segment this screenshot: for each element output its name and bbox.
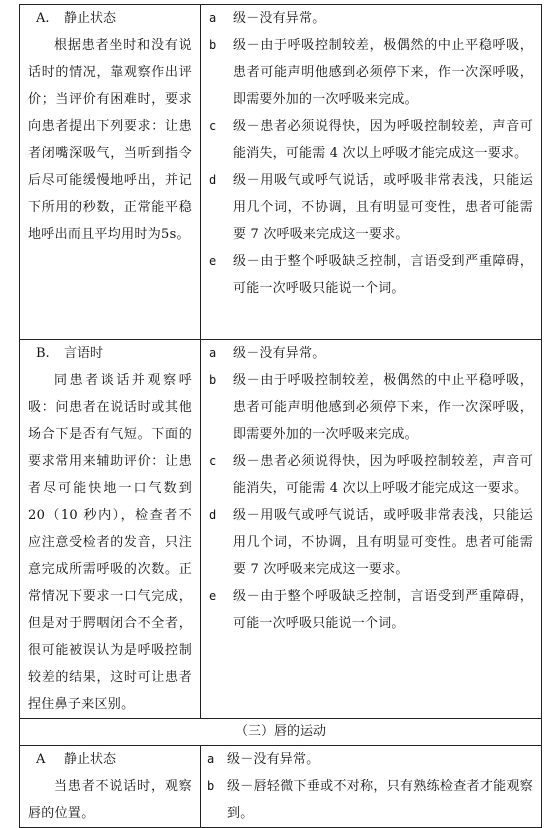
grade-text: 级－由于整个呼吸缺乏控制，言语受到严重障碍，可能一次呼吸只能说一个词。 [233, 254, 533, 296]
grade-text: 级－由于呼吸控制较差，极偶然的中止平稳呼吸，患者可能声明他感到必须停下来，作一次深呼吸，即需要外加的一次呼吸来完成。 [233, 373, 533, 442]
lip-section-body: 当患者不说话时，观察唇的位置。 [28, 779, 192, 821]
grade-item [209, 340, 533, 367]
table-row [20, 340, 542, 719]
grade-text: 级－没有异常。 [233, 11, 326, 26]
grade-item [209, 32, 533, 113]
lip-section-letter: A [36, 752, 46, 767]
grade-key: a [209, 346, 217, 360]
grade-item [209, 367, 533, 448]
section-a-letter: A. [36, 11, 50, 26]
section-b-letter: B. [36, 346, 50, 361]
section-b-heading [28, 340, 192, 367]
grade-key: a [207, 752, 215, 766]
part-title: （三）唇的运动 [20, 719, 542, 746]
grade-text: 级－由于整个呼吸缺乏控制，言语受到严重障碍，可能一次呼吸只能说一个词。 [233, 589, 533, 631]
grade-item [209, 583, 533, 637]
table-row [20, 5, 542, 340]
section-b-body: 同患者谈话并观察呼吸：问患者在说话时或其他场合下是否有气短。下面的要求常用来辅助评价：让患者尽可能快地一口气数到 20（10 秒内），检查者不应注意受检者的发音，只注意完成所需呼吸的次数。正常情况下要求一口气完成，但是对于腭咽闭合不全者，很可能被误认为是呼吸控制较差的结果，这时可让患者捏住鼻子来区别。 [28, 373, 192, 712]
section-b-grades-cell [201, 340, 542, 719]
grade-item [209, 5, 533, 32]
section-a-heading [28, 5, 192, 32]
assessment-table [19, 4, 542, 828]
grade-item [209, 113, 533, 167]
lip-section-heading [28, 746, 192, 773]
grade-text: 级－患者必须说得快，因为呼吸控制较差，声音可能消失，可能需 4 次以上呼吸才能完成这一要求。 [233, 119, 533, 161]
grade-item [207, 773, 533, 827]
section-a-description-cell [20, 5, 201, 340]
grade-key: a [209, 11, 217, 25]
grade-item [207, 746, 533, 773]
grade-text: 级－没有异常。 [227, 752, 320, 767]
table-row [20, 719, 542, 746]
grade-text: 级－患者必须说得快，因为呼吸控制较差，声音可能消失，可能需 4 次以上呼吸才能完成这一要求。 [233, 454, 533, 496]
grade-key: c [209, 119, 217, 133]
grade-item [209, 167, 533, 248]
grade-key: e [209, 254, 217, 268]
grade-key: c [209, 454, 217, 468]
grade-text: 级－没有异常。 [233, 346, 326, 361]
grade-key: b [209, 38, 217, 52]
grade-key: b [207, 779, 215, 793]
lip-section-description-cell [20, 746, 201, 828]
grade-key: d [209, 173, 217, 187]
grade-item [209, 448, 533, 502]
section-a-grades-cell [201, 5, 542, 340]
lip-section-title: 静止状态 [64, 752, 117, 767]
grade-item [209, 248, 533, 302]
grade-key: e [209, 589, 217, 603]
section-a-body: 根据患者坐时和没有说话时的情况，靠观察作出评价；当评价有困难时，要求向患者提出下列要求：让患者闭嘴深吸气，当听到指令后尽可能缓慢地呼出，并记下所用的秒数，正常能平稳地呼出而且平均用时为5s。 [28, 38, 192, 242]
lip-section-grades-cell [201, 746, 542, 828]
grade-text: 级－用吸气或呼气说话，或呼吸非常表浅，只能运用几个词，不协调，且有明显可变性，患者可能需要 7 次呼吸来完成这一要求。 [233, 173, 533, 242]
section-b-description-cell [20, 340, 201, 719]
section-b-title: 言语时 [64, 346, 104, 361]
table-row [20, 746, 542, 828]
grade-text: 级－由于呼吸控制较差，极偶然的中止平稳呼吸，患者可能声明他感到必须停下来，作一次深呼吸，即需要外加的一次呼吸来完成。 [233, 38, 533, 107]
grade-item [209, 502, 533, 583]
grade-key: d [209, 508, 217, 522]
grade-key: b [209, 373, 217, 387]
section-a-title: 静止状态 [64, 11, 117, 26]
grade-text: 级－用吸气或呼气说话，或呼吸非常表浅，只能运用几个词，不协调，且有明显可变性。患者可能需要 7 次呼吸来完成这一要求。 [233, 508, 533, 577]
grade-text: 级－唇轻微下垂或不对称，只有熟练检查者才能观察到。 [227, 779, 533, 821]
